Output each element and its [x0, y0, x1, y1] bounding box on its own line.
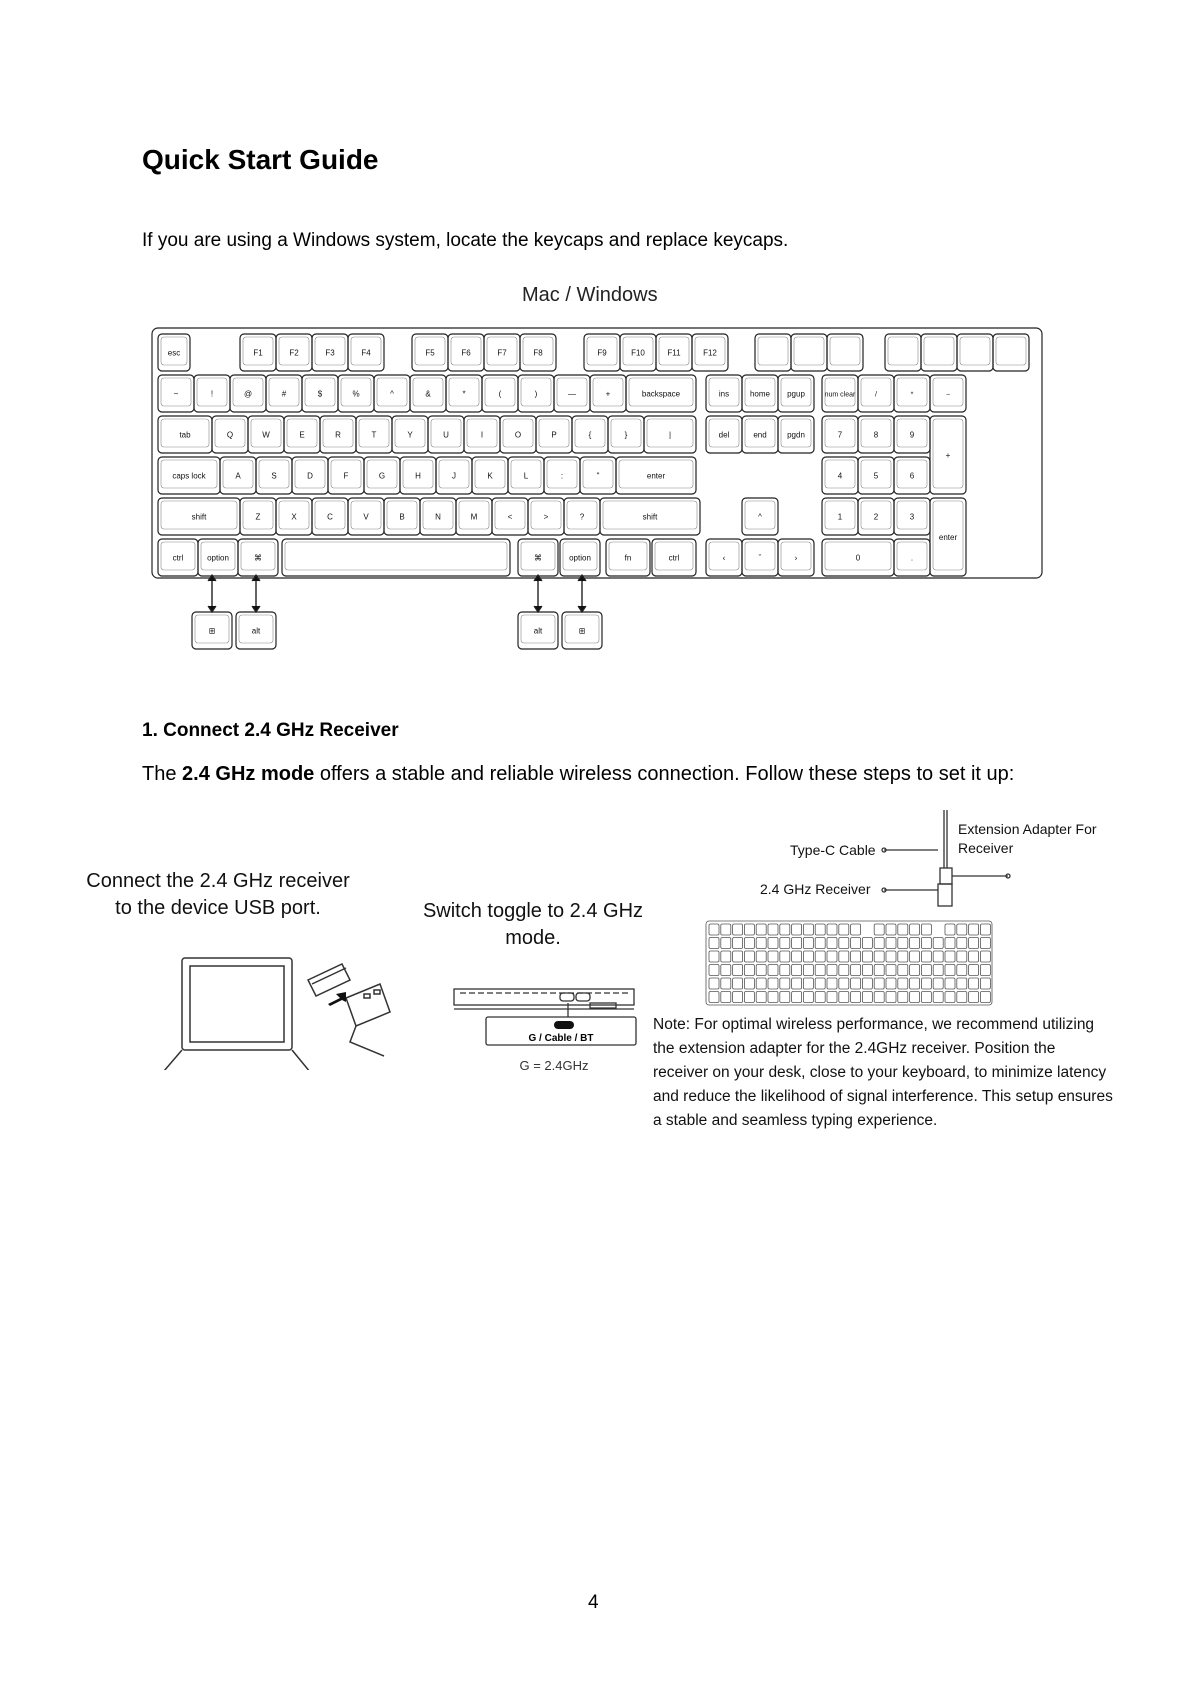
label-extension-adapter: Extension Adapter For Receiver	[958, 821, 1097, 856]
keycap-label: "	[596, 471, 600, 481]
keycap-label: F10	[631, 348, 645, 358]
keycap-label: 2	[873, 512, 879, 522]
toggle-switch-illustration	[450, 985, 650, 1085]
keycap-label: del	[718, 430, 730, 440]
mini-keycap	[815, 924, 825, 935]
mini-keycap	[945, 978, 955, 989]
keycap-label: tab	[179, 430, 191, 440]
mini-keycap	[898, 951, 908, 962]
keycap-label: A	[235, 471, 241, 481]
mini-keycap	[721, 992, 731, 1003]
mini-keycap	[780, 965, 790, 976]
mini-keycap	[933, 978, 943, 989]
mini-keycap	[898, 992, 908, 1003]
keycap-label: option	[207, 553, 229, 563]
keycap-label: H	[415, 471, 421, 481]
keycap-label: *	[910, 391, 914, 399]
keycap-label: 0	[855, 553, 861, 563]
keycap-label: home	[749, 389, 771, 399]
keycap-label: P	[551, 430, 557, 440]
keycap-label: caps lock	[172, 471, 206, 481]
keycap-label: +	[945, 451, 951, 460]
keycap-label: +	[605, 389, 611, 399]
keycap-label: 4	[837, 471, 843, 481]
mini-keycap	[874, 992, 884, 1003]
keycap-label: enter	[646, 471, 666, 481]
mini-keycap	[921, 965, 931, 976]
keycap-label: ctrl	[172, 553, 184, 563]
keycap-label: :	[560, 471, 564, 481]
keycap-label: /	[875, 391, 877, 399]
keycap-label: R	[335, 430, 341, 440]
keycap-label: ins	[718, 389, 730, 399]
keycap-label: F8	[533, 348, 543, 358]
mini-keycap	[803, 951, 813, 962]
keycap-label: num clear	[824, 391, 856, 399]
mini-keycap	[744, 951, 754, 962]
keyboard-layout-diagram	[150, 320, 1050, 660]
mini-keycap	[874, 951, 884, 962]
mini-keycap	[945, 965, 955, 976]
mini-keycap	[851, 924, 861, 935]
arrow-head	[252, 606, 260, 612]
page-title: Quick Start Guide	[142, 144, 379, 175]
keycap-label: ^	[758, 512, 762, 522]
keyboard-caption: Mac / Windows	[522, 284, 658, 306]
mini-keycap	[921, 924, 931, 935]
keycap-label: U	[443, 430, 449, 440]
keycap-label: ?	[579, 512, 585, 522]
mini-keycap	[839, 965, 849, 976]
keycap-label: option	[569, 553, 591, 563]
mini-keycap	[921, 938, 931, 949]
keycap-label: esc	[167, 348, 181, 358]
keycap-label: enter	[938, 533, 958, 542]
mini-keycap	[933, 965, 943, 976]
mini-keycap	[921, 978, 931, 989]
mini-keycap	[980, 924, 990, 935]
key-tool	[921, 334, 957, 371]
mini-keycap	[851, 965, 861, 976]
keycap-label: ⊞	[578, 626, 586, 636]
mini-keycap	[921, 951, 931, 962]
mini-keycap	[709, 924, 719, 935]
keycap-label: shift	[191, 512, 207, 522]
mini-keycap	[733, 978, 743, 989]
label-receiver: 2.4 GHz Receiver	[760, 881, 871, 897]
mini-keycap	[933, 951, 943, 962]
mini-keycap	[874, 938, 884, 949]
mini-keycap	[862, 965, 872, 976]
mini-keycap	[969, 965, 979, 976]
mini-keycap	[721, 924, 731, 935]
keycap-label: {	[588, 430, 592, 440]
keycap-label: J	[452, 471, 456, 481]
keycap-label: G	[378, 471, 386, 481]
keycap-label: F6	[461, 348, 471, 358]
mini-keycap	[744, 978, 754, 989]
bold-mode: 2.4 GHz mode	[182, 763, 315, 785]
mini-keycap	[933, 992, 943, 1003]
keycap-label: F3	[325, 348, 335, 358]
mini-keycap	[886, 938, 896, 949]
keycap-top	[758, 337, 788, 365]
keycap-label: $	[317, 389, 323, 399]
mini-keycap	[945, 938, 955, 949]
mini-keycap	[803, 965, 813, 976]
keycap-label: T	[371, 430, 377, 440]
mini-keycap	[803, 978, 813, 989]
keycap-label: )	[534, 389, 538, 399]
step2-caption: Switch toggle to 2.4 GHz mode.	[422, 900, 644, 949]
keycap-label: F11	[667, 348, 681, 358]
mini-keycap	[756, 965, 766, 976]
mini-keycap	[756, 978, 766, 989]
mini-keycap	[933, 938, 943, 949]
mini-keycap	[839, 951, 849, 962]
mini-keycap	[886, 924, 896, 935]
mini-keycap	[709, 938, 719, 949]
keycap-top	[888, 337, 918, 365]
keycap-label: F4	[361, 348, 371, 358]
mini-keycap	[709, 992, 719, 1003]
keycap-top	[960, 337, 990, 365]
keycap-label: F1	[253, 348, 263, 358]
mini-keycap	[898, 978, 908, 989]
keycap-label: *	[462, 389, 466, 399]
keycap-label: Y	[407, 430, 413, 440]
mini-keycap	[803, 992, 813, 1003]
mini-keycap	[898, 965, 908, 976]
mini-keycap	[910, 965, 920, 976]
mini-keycap	[839, 924, 849, 935]
mini-keycap	[756, 924, 766, 935]
keycap-label: }	[624, 430, 628, 440]
label-typec-cable: Type-C Cable	[790, 842, 876, 858]
mini-keycap	[768, 951, 778, 962]
keycap-label: E	[299, 430, 305, 440]
key-tool	[993, 334, 1029, 371]
mini-keycap	[980, 951, 990, 962]
mini-keycap	[851, 978, 861, 989]
keycap-label: X	[291, 512, 297, 522]
mini-keycap	[792, 965, 802, 976]
key-tool	[885, 334, 921, 371]
mini-keycap	[980, 978, 990, 989]
mini-keycap	[851, 951, 861, 962]
arrow-head	[578, 606, 586, 612]
mini-keycap	[886, 965, 896, 976]
keycap-label: <	[507, 512, 513, 522]
keycap-label: F2	[289, 348, 299, 358]
keycap-label: ~	[173, 389, 179, 399]
mini-keycap	[969, 924, 979, 935]
keycap-label: K	[487, 471, 493, 481]
section-body: The 2.4 GHz mode offers a stable and reliable wireless connection. Follow these steps to set it up:	[142, 763, 1015, 785]
mini-keycap	[744, 965, 754, 976]
mini-keycap	[862, 992, 872, 1003]
mini-keycap	[721, 938, 731, 949]
keycap-label: ‹	[722, 553, 726, 563]
keycap-label: 8	[873, 430, 879, 440]
mini-keycap	[969, 992, 979, 1003]
mini-keycap	[744, 938, 754, 949]
key-media	[755, 334, 791, 371]
mini-keycap	[756, 938, 766, 949]
key-space	[282, 539, 510, 576]
key-tool	[957, 334, 993, 371]
mini-keycap	[839, 938, 849, 949]
mini-keycap	[898, 924, 908, 935]
mini-keycap	[827, 965, 837, 976]
mini-keycap	[910, 951, 920, 962]
mini-keycap	[780, 924, 790, 935]
mini-keycap	[815, 992, 825, 1003]
mini-keycap	[910, 938, 920, 949]
keycap-label: B	[399, 512, 405, 522]
keycap-label: ˇ	[758, 553, 762, 563]
mini-keycap	[733, 965, 743, 976]
mini-keycap	[768, 924, 778, 935]
mini-keycap	[945, 951, 955, 962]
keycap-label: %	[352, 389, 360, 399]
keycap-label: (	[498, 389, 502, 399]
mini-keycap	[768, 978, 778, 989]
mini-keycap	[815, 951, 825, 962]
mini-keycap	[910, 978, 920, 989]
keycap-top	[924, 337, 954, 365]
keycap-label: Q	[226, 430, 234, 440]
arrow-head	[208, 606, 216, 612]
mini-keycap	[780, 978, 790, 989]
mini-keycap	[827, 978, 837, 989]
mini-keycap	[780, 951, 790, 962]
mini-keycap	[709, 951, 719, 962]
keycap-label: end	[753, 430, 767, 440]
keycap-label: F	[343, 471, 349, 481]
mini-keycap	[768, 965, 778, 976]
note-text: Note: For optimal wireless performance, we recommend utilizing the extension adapter for the 2.4GHz receiver. Position the receiver on your desk, close to your keyboard, to minimize latency and reduce the likelihood of signal interference. This setup ensures a stable and seamless typing experience.	[653, 1016, 1113, 1129]
keycap-label: ⌘	[254, 553, 262, 563]
mini-keyboard-illustration	[705, 920, 995, 1008]
page-number: 4	[588, 1592, 599, 1613]
mini-keycap	[827, 951, 837, 962]
mini-keycap	[969, 938, 979, 949]
keycap-label: F7	[497, 348, 507, 358]
keycap-label: O	[514, 430, 522, 440]
step1-caption: Connect the 2.4 GHz receiver to the device USB port.	[86, 870, 350, 919]
keycap-label: &	[425, 389, 431, 399]
mini-keycap	[874, 924, 884, 935]
mini-keycap	[827, 992, 837, 1003]
mini-keycap	[851, 938, 861, 949]
mini-keycap	[815, 938, 825, 949]
keycap-label: alt	[251, 626, 261, 636]
keycap-label: ⊞	[208, 626, 216, 636]
mini-keycap	[862, 978, 872, 989]
keycap-label: D	[307, 471, 313, 481]
mini-keycap	[815, 978, 825, 989]
mini-keycap	[886, 978, 896, 989]
key-media	[827, 334, 863, 371]
keycap-label: !	[210, 389, 214, 399]
mini-keycap	[862, 938, 872, 949]
mini-keycap	[839, 978, 849, 989]
mini-keycap	[709, 965, 719, 976]
keycap-label: C	[327, 512, 333, 522]
mini-keycap	[815, 965, 825, 976]
keycap-label: alt	[533, 626, 543, 636]
keycap-label: ^	[390, 389, 394, 399]
mini-keycap	[862, 951, 872, 962]
keycap-label: @	[243, 389, 253, 399]
mini-keycap	[721, 978, 731, 989]
mini-keycap	[910, 924, 920, 935]
keycap-top	[794, 337, 824, 365]
mini-keycap	[980, 965, 990, 976]
mini-keycap	[851, 992, 861, 1003]
mini-keycap	[733, 938, 743, 949]
keycap-label: Z	[255, 512, 261, 522]
keycap-label: backspace	[641, 389, 681, 399]
mini-keycap	[792, 938, 802, 949]
section-heading: 1. Connect 2.4 GHz Receiver	[142, 720, 399, 741]
keycap-top	[830, 337, 860, 365]
keycap-label: 6	[909, 471, 915, 481]
keycap-label: #	[281, 389, 287, 399]
keycap-label: 5	[873, 471, 879, 481]
keycap-label: fn	[624, 553, 632, 563]
keycap-label: —	[568, 389, 576, 399]
mini-keycap	[839, 992, 849, 1003]
toggle-legend: G = 2.4GHz	[519, 1058, 589, 1073]
mini-keycap	[780, 992, 790, 1003]
mini-keycap	[886, 992, 896, 1003]
keycap-label: W	[262, 430, 270, 440]
mini-keycap	[921, 992, 931, 1003]
keycap-label: 9	[909, 430, 915, 440]
mini-keycap	[957, 924, 967, 935]
mini-keycap	[744, 924, 754, 935]
mini-keycap	[969, 951, 979, 962]
mini-keycap	[827, 938, 837, 949]
mini-keycap	[733, 992, 743, 1003]
mini-keycap	[803, 924, 813, 935]
keycap-label: L	[523, 471, 529, 481]
mini-keycap	[874, 978, 884, 989]
mini-keycap	[721, 965, 731, 976]
keycap-top	[996, 337, 1026, 365]
keycap-label: S	[271, 471, 277, 481]
mini-keycap	[792, 992, 802, 1003]
keycap-label: N	[435, 512, 441, 522]
keycap-label: M	[470, 512, 478, 522]
mini-keycap	[957, 992, 967, 1003]
keycap-label: 1	[837, 512, 843, 522]
mini-keycap	[945, 992, 955, 1003]
keycap-label: ›	[794, 553, 798, 563]
keycap-label: pgup	[787, 389, 805, 399]
mini-keycap	[898, 938, 908, 949]
mini-keycap	[957, 978, 967, 989]
keycap-label: 3	[909, 512, 915, 522]
keycap-label: −	[945, 391, 951, 399]
mini-keycap	[792, 978, 802, 989]
mini-keycap	[721, 951, 731, 962]
keycap-label: F9	[597, 348, 607, 358]
keycap-label: ⌘	[534, 553, 542, 563]
keycap-label: >	[543, 512, 549, 522]
keycap-label: shift	[642, 512, 658, 522]
intro-text: If you are using a Windows system, locate the keycaps and replace keycaps.	[142, 230, 789, 251]
mini-keycap	[827, 924, 837, 935]
mini-keycap	[733, 924, 743, 935]
mini-keycap	[886, 951, 896, 962]
mini-keycap	[709, 978, 719, 989]
mini-keycap	[756, 951, 766, 962]
mini-keycap	[792, 951, 802, 962]
mini-keycap	[792, 924, 802, 935]
keycap-label: V	[363, 512, 369, 522]
keycap-label: I	[480, 430, 484, 440]
toggle-label: G / Cable / BT	[528, 1033, 594, 1044]
key-media	[791, 334, 827, 371]
keycap-label: F5	[425, 348, 435, 358]
keycap-label: 7	[837, 430, 843, 440]
keycap-top	[285, 542, 507, 570]
mini-keycap	[969, 978, 979, 989]
mini-keycap	[957, 951, 967, 962]
mini-keycap	[957, 938, 967, 949]
keycap-label: ctrl	[668, 553, 680, 563]
keycap-label: .	[910, 553, 914, 563]
arrow-head	[534, 606, 542, 612]
mini-keycap	[756, 992, 766, 1003]
keycap-label: pgdn	[787, 430, 805, 440]
mini-keycap	[874, 965, 884, 976]
mini-keycap	[744, 992, 754, 1003]
laptop-usb-illustration	[150, 950, 400, 1070]
mini-keycap	[980, 992, 990, 1003]
keycap-label: F12	[703, 348, 717, 358]
mini-keycap	[780, 938, 790, 949]
mini-keycap	[803, 938, 813, 949]
keycap-label: |	[668, 430, 672, 440]
mini-keycap	[980, 938, 990, 949]
mini-keycap	[768, 992, 778, 1003]
mini-keycap	[957, 965, 967, 976]
mini-keycap	[910, 992, 920, 1003]
mini-keycap	[768, 938, 778, 949]
mini-keycap	[945, 924, 955, 935]
mini-keycap	[733, 951, 743, 962]
